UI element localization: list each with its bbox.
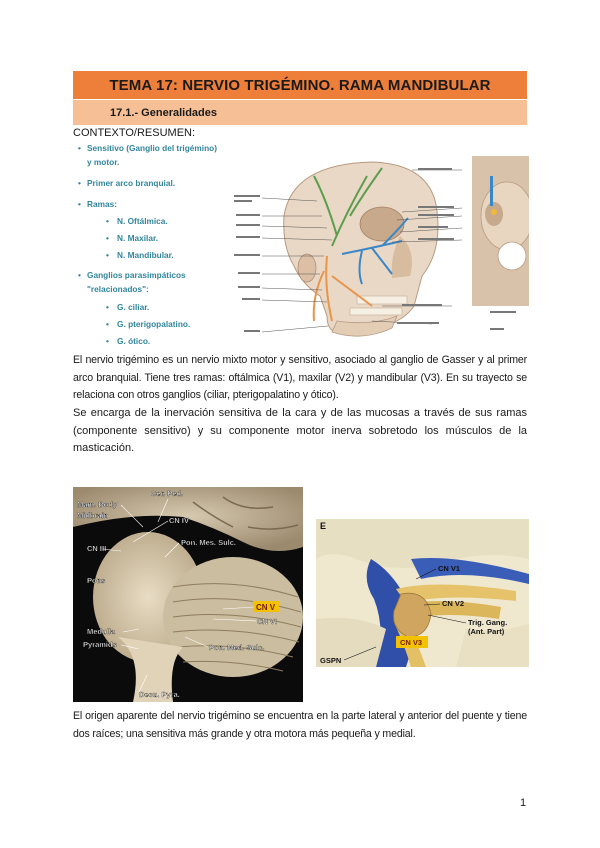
page-title: TEMA 17: NERVIO TRIGÉMINO. RAMA MANDIBULAR [109, 76, 491, 94]
skull-illustration [232, 156, 529, 344]
label-gspn: GSPN [320, 656, 342, 665]
summary-subbullet: • [106, 336, 109, 346]
ganglion-photo [316, 519, 529, 667]
label-pon-med-sulc: Pon. Med. Sulc. [209, 643, 265, 652]
label-cn-v2: CN V2 [442, 599, 465, 608]
title-bar [73, 71, 527, 99]
summary-subitem: N. Maxilar. [117, 233, 159, 243]
label-cn-vi: CN VI [257, 617, 278, 626]
summary-subbullet: • [106, 216, 109, 226]
label-mam-body: Mam. Body [77, 500, 118, 509]
label-cn-iv: CN IV [169, 516, 190, 525]
panel-letter: E [320, 521, 327, 531]
label-cn-v: CN V [256, 603, 276, 612]
summary-item: Ramas: [87, 199, 117, 209]
subtitle-bar [73, 100, 527, 125]
label-ant-part: (Ant. Part) [468, 627, 505, 636]
brainstem-drawing [73, 487, 303, 702]
summary-subbullet: • [106, 302, 109, 312]
summary-item: Sensitivo (Ganglio del trigémino) [87, 143, 217, 153]
summary-subbullet: • [106, 233, 109, 243]
context-label: CONTEXTO/RESUMEN: [73, 127, 196, 139]
summary-bullet-4: • [78, 270, 81, 280]
label-cer-ped: Cer. Ped. [151, 489, 184, 498]
label-cn-iii: CN III [87, 544, 107, 553]
summary-subitem: N. Oftálmica. [117, 216, 168, 226]
summary-subitem: G. pterigopalatino. [117, 319, 191, 329]
brainstem-photo [73, 487, 303, 702]
label-trig-gang: Trig. Gang. [468, 618, 508, 627]
label-pons: Pons [87, 576, 106, 585]
paragraph-origin: El origen aparente del nervio trigémino se encuentra en la parte lateral y anterior del puente y tiene dos raíces; una sensitiva más grande y otra motora más pequeña y medial. [73, 710, 527, 740]
summary-subitem: N. Mandibular. [117, 250, 174, 260]
summary-subbullet: • [106, 250, 109, 260]
ganglion-drawing [316, 519, 529, 667]
label-pyramids: Pyramids [83, 640, 117, 649]
summary-item: "relacionados": [87, 284, 149, 294]
label-pon-mes-sulc: Pon. Mes. Sulc. [181, 538, 237, 547]
paragraph-function: Se encarga de la inervación sensitiva de la cara y de las mucosas a través de sus ramas (componente sensitivo) y su componente motor inerva sobretodo los músculos de la masticación. [73, 407, 527, 454]
label-decu-pyra: Decu. Pyra. [139, 690, 180, 699]
label-medulla: Medulla [87, 627, 115, 636]
summary-item: Ganglios parasimpáticos [87, 270, 186, 280]
label-cn-v3: CN V3 [400, 638, 423, 647]
summary-bullet-2: • [78, 178, 81, 188]
label-midbrain: Midbrain [77, 511, 109, 520]
summary-subbullet: • [106, 319, 109, 329]
summary-bullet-3: • [78, 199, 81, 209]
summary-subitem: G. ótico. [117, 336, 151, 346]
summary-bullet-1: • [78, 143, 81, 153]
paragraph-intro: El nervio trigémino es un nervio mixto motor y sensitivo, asociado al ganglio de Gasser y al primer arco branquial. Tiene tres ramas: oftálmica (V1), maxilar (V2) y mandibular (V3). En su trayecto se relaciona con otros ganglios (ciliar, pterigopalatino y ótico). [73, 354, 527, 401]
label-cn-v1: CN V1 [438, 564, 461, 573]
skull-drawing [232, 156, 529, 344]
page-number: 1 [520, 797, 527, 809]
summary-item: Primer arco branquial. [87, 178, 176, 188]
section-heading: 17.1.- Generalidades [110, 106, 217, 119]
summary-item: y motor. [87, 157, 120, 167]
summary-subitem: G. ciliar. [117, 302, 150, 312]
